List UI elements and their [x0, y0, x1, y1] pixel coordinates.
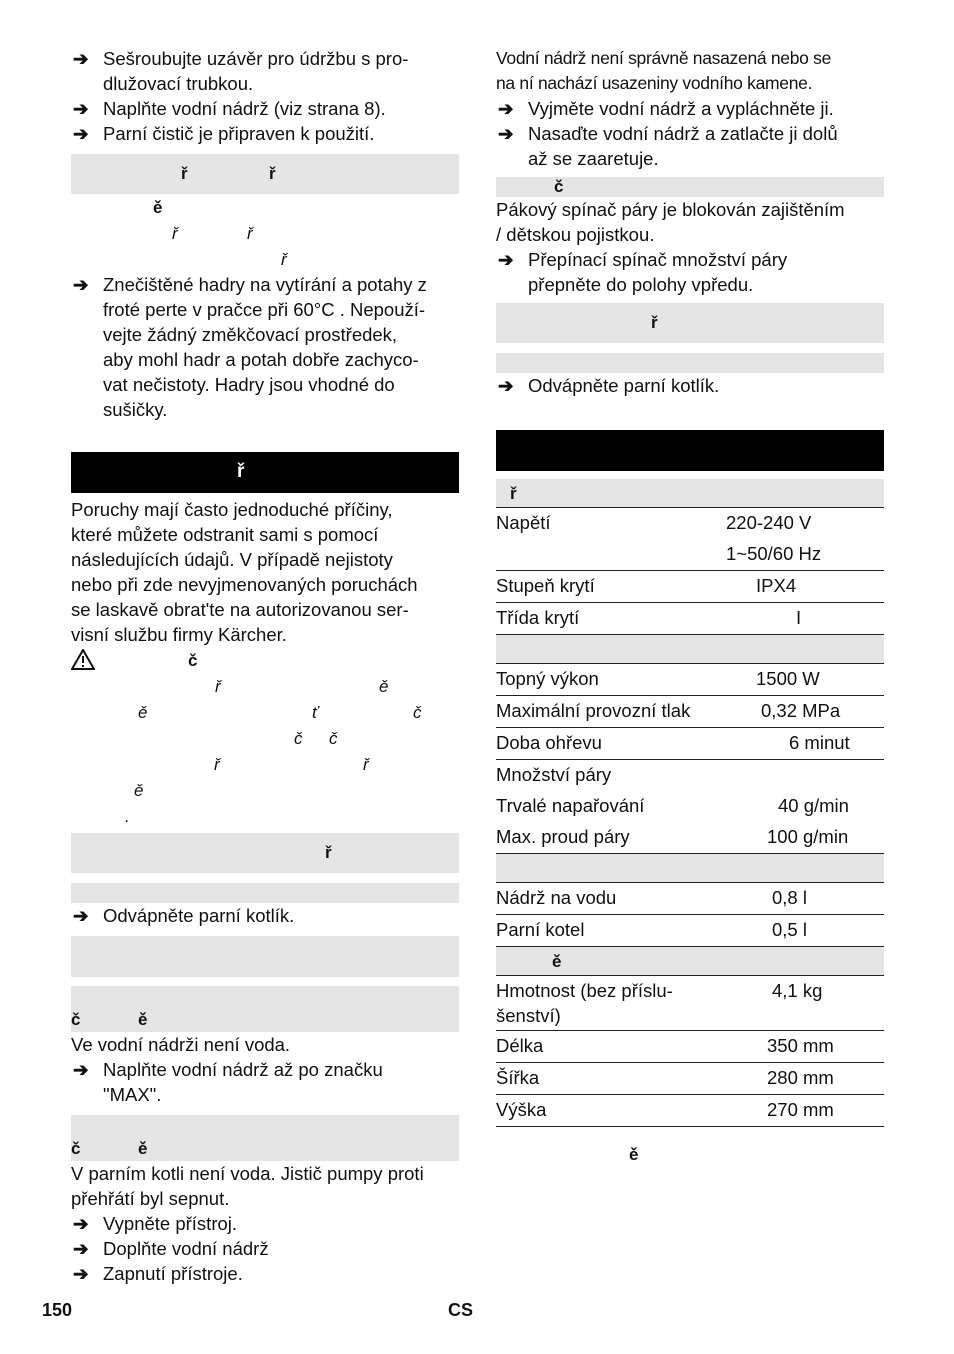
note-fragment: ě: [153, 198, 163, 217]
arrow-icon: ➔: [73, 1238, 89, 1259]
heading-fragment: ř: [325, 843, 332, 862]
spec-group-header: [496, 947, 884, 976]
troubleshooting-intro: Poruchy mají často jednoduché příčiny, které můžete odstranit sami s pomocí následujících údajů. V případě nejistoty nebo při zde nevyjmenovaných poruchách se laskavě obrat'te na autorizovanou ser- visní službu firmy Kärcher.: [71, 499, 418, 645]
warning-fragment: .: [125, 807, 130, 826]
note-fragment: ě: [629, 1145, 639, 1164]
table-row: [496, 976, 884, 1031]
spec-label: Parní kotel: [496, 915, 716, 947]
spec-label: Trvalé napařování: [496, 795, 645, 816]
bullet-text: Naplňte vodní nádrž až po značku "MAX".: [103, 1059, 383, 1105]
spec-value: 0,32 MPa: [716, 696, 884, 728]
spec-group-header: [496, 854, 884, 883]
table-row: [496, 883, 884, 915]
warning-fragment: ř: [215, 677, 221, 696]
spec-value: 6 minut: [716, 728, 884, 760]
bullet-item: [71, 1236, 459, 1261]
table-row: [496, 915, 884, 947]
section-subbar: [71, 883, 459, 903]
bullet-text: Sešroubujte uzávěr pro údržbu s pro- dlužovací trubkou.: [103, 48, 409, 94]
language-code: CS: [448, 1300, 474, 1320]
arrow-icon: ➔: [73, 1059, 89, 1080]
left-column: [71, 46, 459, 1286]
spec-value: 1500 W: [716, 664, 884, 696]
bullet-text: Doplňte vodní nádrž: [103, 1238, 269, 1259]
section-bar-lever: [496, 177, 884, 197]
warning-block: [71, 647, 459, 827]
warning-fragment: č: [329, 729, 338, 748]
arrow-icon: ➔: [73, 1213, 89, 1234]
arrow-icon: ➔: [73, 1263, 89, 1284]
bullet-item: [71, 1057, 459, 1107]
table-row: [496, 1031, 884, 1063]
fault2-text: V parním kotli není voda. Jistič pumpy proti přehřátí byl sepnut.: [71, 1163, 424, 1209]
spec-group-header: [496, 635, 884, 664]
section-bar-troubleshooting: [71, 452, 459, 493]
fault-bar-2: [71, 1115, 459, 1161]
warning-fragment: ě: [134, 781, 144, 800]
section-bar-no-steam: [71, 936, 459, 977]
spec-value: 220-240 V: [726, 512, 812, 533]
page-number: 150: [42, 1300, 73, 1320]
bullet-text: Odvápněte parní kotlík.: [528, 375, 720, 396]
bullet-item: [496, 96, 884, 121]
section-bar-specs: [496, 430, 884, 471]
heading-fragment: ř: [651, 313, 658, 332]
section-bar-care: [71, 154, 459, 194]
closing-note: [496, 1127, 884, 1167]
note-fragment: ř: [172, 224, 178, 243]
right-column: [496, 46, 884, 1167]
group-fragment: ř: [510, 484, 517, 503]
bullet-text: Vypněte přístroj.: [103, 1213, 238, 1234]
bullet-item: [71, 1261, 459, 1286]
spec-label: Délka: [496, 1031, 716, 1063]
bullet-text: Zapnutí přístroje.: [103, 1263, 243, 1284]
spec-label: Stupeň krytí: [496, 571, 716, 603]
bullet-item: [71, 96, 459, 121]
spec-label: Šířka: [496, 1063, 716, 1095]
spec-label: Max. proud páry: [496, 822, 716, 854]
specs-table: [496, 479, 884, 1127]
arrow-icon: ➔: [73, 98, 89, 119]
spec-value: 350 mm: [716, 1031, 884, 1063]
arrow-icon: ➔: [498, 123, 514, 144]
bullet-text: Naplňte vodní nádrž (viz strana 8).: [103, 98, 386, 119]
fault-bar-1: [71, 986, 459, 1032]
bullet-item: [71, 1211, 459, 1236]
spec-label: Třída krytí: [496, 603, 716, 635]
fault-fragment: č: [71, 1139, 81, 1158]
spec-label: Množství páry: [496, 764, 612, 785]
table-row: [496, 539, 884, 571]
note-fragment: ř: [247, 224, 253, 243]
heading-fragment: č: [554, 177, 564, 196]
table-row: [496, 696, 884, 728]
spec-label: Maximální provozní tlak: [496, 696, 716, 728]
section-bar-steam-fault: [71, 833, 459, 873]
table-row: [496, 508, 884, 540]
bullet-item: [496, 121, 884, 171]
fault-fragment: č: [71, 1010, 81, 1029]
bullet-item: [71, 46, 459, 96]
bullet-text: Vyjměte vodní nádrž a vypláchněte ji.: [528, 98, 834, 119]
heading-fragment: ř: [181, 164, 188, 183]
spec-label: Výška: [496, 1095, 716, 1127]
arrow-icon: ➔: [498, 375, 514, 396]
bullet-item: [71, 121, 459, 146]
warning-triangle-icon: [71, 649, 95, 676]
warning-fragment: ě: [379, 677, 389, 696]
table-row: [496, 1095, 884, 1127]
spec-value: 270 mm: [716, 1095, 884, 1127]
bullet-text: Odvápněte parní kotlík.: [103, 905, 295, 926]
bullet-item: [496, 247, 884, 297]
table-row: [496, 664, 884, 696]
spec-group-header: [496, 479, 884, 508]
tank-issue-text: Vodní nádrž není správně nasazená nebo se na ní nachází usazeniny vodního kamene.: [496, 48, 832, 93]
spec-value: I: [716, 603, 884, 635]
spec-label: Napětí: [496, 512, 551, 533]
bullet-text: Přepínací spínač množství páry přepněte do polohy vpředu.: [528, 249, 788, 295]
table-row: [496, 603, 884, 635]
bullet-text: Nasaďte vodní nádrž a zatlačte ji dolů až se zaaretuje.: [528, 123, 838, 169]
spec-value: 4,1 kg: [716, 976, 884, 1031]
table-row: [496, 760, 884, 792]
warning-fragment: ř: [363, 755, 369, 774]
arrow-icon: ➔: [73, 123, 89, 144]
spec-value: 0,8 l: [716, 883, 884, 915]
fault-fragment: ě: [138, 1010, 148, 1029]
bullet-item: [496, 373, 884, 398]
lever-text: Pákový spínač páry je blokován zajištěním / dětskou pojistkou.: [496, 199, 845, 245]
table-row: [496, 571, 884, 603]
group-fragment: ě: [552, 952, 562, 971]
spec-label: Doba ohřevu: [496, 728, 716, 760]
table-row: [496, 728, 884, 760]
spec-value: IPX4: [716, 571, 884, 603]
spec-value: 40 g/min: [778, 795, 849, 816]
spec-label: Hmotnost (bez příslu- šenství): [496, 976, 716, 1031]
warning-fragment: ť: [312, 703, 319, 722]
bullet-text: Znečištěné hadry na vytírání a potahy z froté perte v pračce při 60°C . Nepouží- vejte žádný změkčovací prostředek, aby mohl hadr a potah dobře zachyco- vat nečistoty. Hadry jsou vhodné do sušičky.: [103, 274, 427, 420]
spec-value: 1~50/60 Hz: [716, 539, 884, 571]
spec-label: Nádrž na vodu: [496, 883, 716, 915]
arrow-icon: ➔: [498, 249, 514, 270]
heading-fragment: ř: [269, 164, 276, 183]
bullet-text: Parní čistič je připraven k použití.: [103, 123, 375, 144]
section-bar-low-steam: [496, 303, 884, 343]
note-care: [71, 194, 459, 272]
bullet-item: [71, 272, 459, 422]
spec-value: 100 g/min: [716, 822, 884, 854]
fault-fragment: ě: [138, 1139, 148, 1158]
warning-fragment: ě: [138, 703, 148, 722]
spec-value: 280 mm: [716, 1063, 884, 1095]
warning-fragment: č: [188, 651, 198, 670]
table-row: [496, 791, 884, 822]
arrow-icon: ➔: [73, 48, 89, 69]
section-subbar: [496, 353, 884, 373]
table-row: [496, 1063, 884, 1095]
heading-fragment: ř: [237, 461, 245, 482]
bullet-item: [71, 903, 459, 928]
warning-fragment: ř: [214, 755, 220, 774]
arrow-icon: ➔: [73, 274, 89, 295]
warning-fragment: č: [413, 703, 422, 722]
arrow-icon: ➔: [498, 98, 514, 119]
spec-label: Topný výkon: [496, 664, 716, 696]
warning-fragment: č: [294, 729, 303, 748]
table-row: [496, 822, 884, 854]
fault1-text: Ve vodní nádrži není voda.: [71, 1034, 291, 1055]
spec-value: 0,5 l: [716, 915, 884, 947]
arrow-icon: ➔: [73, 905, 89, 926]
note-fragment: ř: [281, 250, 287, 269]
